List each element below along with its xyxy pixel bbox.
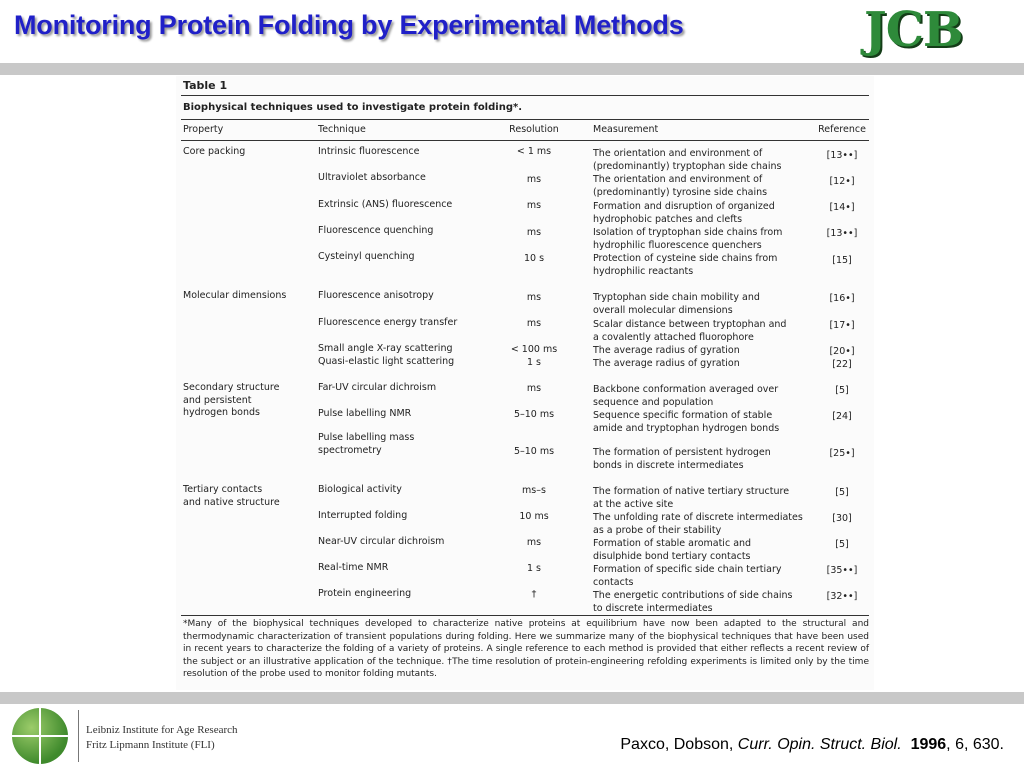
measurement-cell: [593, 512, 803, 537]
technique-line: Quasi-elastic light scattering: [318, 356, 455, 367]
technique-line: Biological activity: [318, 484, 402, 495]
technique-cell: [318, 172, 426, 185]
measurement-line: The unfolding rate of discrete intermediates: [593, 512, 803, 523]
measurement-line: Sequence specific formation of stable: [593, 410, 773, 421]
reference-cell: [25•]: [829, 448, 855, 459]
technique-cell: [318, 290, 434, 303]
technique-line: Intrinsic fluorescence: [318, 146, 420, 157]
technique-cell: [318, 536, 444, 549]
measurement-line: hydrophilic fluorescence quenchers: [593, 239, 762, 251]
measurement-cell: [593, 292, 760, 317]
technique-cell: [318, 251, 415, 264]
resolution-cell: ms: [526, 292, 542, 303]
technique-line: Far-UV circular dichroism: [318, 382, 437, 393]
measurement-line: Formation and disruption of organized: [593, 201, 775, 212]
property-molecular-dimensions: [183, 290, 286, 303]
property-secondary-structure: [183, 382, 279, 420]
institute-emblem-icon: [12, 708, 68, 764]
technique-cell: [318, 343, 453, 356]
technique-line: Fluorescence anisotropy: [318, 290, 434, 301]
measurement-cell: [593, 384, 778, 409]
measurement-cell: [593, 410, 779, 435]
technique-cell: [318, 146, 419, 159]
measurement-line: The formation of persistent hydrogen: [593, 447, 771, 458]
measurement-line: Backbone conformation averaged over: [593, 384, 779, 395]
reference-cell: [14•]: [829, 202, 855, 213]
reference-cell: [22]: [832, 359, 852, 370]
resolution-cell: 1 s: [526, 563, 541, 574]
measurement-line: The average radius of gyration: [593, 345, 740, 356]
measurement-line: Formation of specific side chain tertiary: [593, 564, 782, 575]
measurement-cell: [593, 590, 793, 615]
institute-name-line1: Leibniz Institute for Age Research: [86, 724, 238, 736]
measurement-line: The energetic contributions of side chains: [593, 590, 793, 601]
header-measurement: Measurement: [593, 124, 659, 135]
resolution-cell: ms: [526, 383, 542, 394]
reference-cell: [13••]: [826, 150, 858, 161]
technique-cell: [318, 484, 402, 497]
measurement-cell: [593, 486, 789, 511]
measurement-cell: [593, 447, 771, 472]
technique-line: Near-UV circular dichroism: [318, 536, 445, 547]
citation-year: 1996: [910, 736, 947, 753]
resolution-cell: ms: [526, 200, 542, 211]
reference-cell: [17•]: [829, 320, 855, 331]
measurement-cell: [593, 538, 751, 563]
table-caption: Biophysical techniques used to investigate protein folding*.: [183, 102, 523, 113]
measurement-line: contacts: [593, 576, 634, 588]
property-tertiary-contacts: [183, 484, 280, 509]
measurement-cell: [593, 345, 740, 358]
measurement-line: a covalently attached fluorophore: [593, 331, 754, 343]
table-label: Table 1: [183, 79, 228, 92]
measurement-line: disulphide bond tertiary contacts: [593, 550, 751, 562]
institute-divider: [78, 710, 79, 762]
reference-cell: [12•]: [829, 176, 855, 187]
measurement-line: Formation of stable aromatic and: [593, 538, 752, 549]
resolution-cell: ms: [526, 174, 542, 185]
citation-rest: , 6, 630.: [946, 736, 1004, 753]
measurement-line: Protection of cysteine side chains from: [593, 253, 778, 264]
technique-line: spectrometry: [318, 444, 382, 456]
measurement-line: bonds in discrete intermediates: [593, 459, 744, 471]
reference-cell: [24]: [832, 411, 852, 422]
reference-cell: [30]: [832, 513, 852, 524]
resolution-cell: < 1 ms: [516, 146, 552, 157]
technique-cell: [318, 356, 454, 369]
technique-line: Extrinsic (ANS) fluorescence: [318, 199, 453, 210]
resolution-cell: ms: [526, 318, 542, 329]
table-footnote: *Many of the biophysical techniques developed to characterize native proteins at equilibrium have now been adapted to the structural and thermodynamic characterization of transient populations during folding. Here we summarize many of the biophysical techniques that have been used in recent years to characterize the folding of a variety of proteins. A single reference to each method is provided that either reflects a recent review of the subject or an illustrative application of the technique. †The time resolution of protein-engineering refolding experiments is limited only by the time resolution of the probe used to monitor folding mutants.: [183, 619, 869, 680]
table-bottom-rule: [181, 615, 869, 616]
technique-line: Fluorescence energy transfer: [318, 317, 458, 328]
measurement-line: The orientation and environment of: [593, 174, 763, 185]
header-technique: Technique: [318, 124, 366, 135]
reference-cell: [20•]: [829, 346, 855, 357]
citation-authors: Paxco, Dobson,: [620, 736, 738, 753]
technique-cell: [318, 432, 414, 457]
table-figure: [176, 76, 874, 690]
measurement-cell: [593, 253, 777, 278]
table-top-rule: [181, 95, 869, 96]
reference-cell: [16•]: [829, 293, 855, 304]
property-line: Secondary structure: [183, 382, 280, 393]
measurement-line: overall molecular dimensions: [593, 304, 733, 316]
slide-title: Monitoring Protein Folding by Experimental Methods: [14, 10, 684, 40]
technique-cell: [318, 382, 436, 395]
measurement-line: hydrophobic patches and clefts: [593, 213, 743, 225]
bottom-divider-band: [0, 692, 1024, 704]
reference-cell: [5]: [835, 487, 849, 498]
reference-cell: [5]: [835, 385, 849, 396]
measurement-line: Isolation of tryptophan side chains from: [593, 227, 783, 238]
measurement-cell: [593, 201, 775, 226]
header-resolution: Resolution: [509, 124, 559, 135]
measurement-line: The average radius of gyration: [593, 358, 740, 369]
jcb-logo: [860, 4, 1010, 58]
measurement-cell: [593, 564, 781, 589]
resolution-cell: 1 s: [526, 357, 541, 368]
header-top-rule: [181, 119, 869, 120]
technique-cell: [318, 562, 388, 575]
property-line: and native structure: [183, 496, 280, 508]
reference-cell: [35••]: [826, 565, 858, 576]
measurement-line: sequence and population: [593, 396, 714, 408]
measurement-cell: [593, 358, 740, 371]
technique-line: Fluorescence quenching: [318, 225, 434, 236]
property-core-packing: [183, 146, 245, 159]
measurement-line: The orientation and environment of: [593, 148, 763, 159]
resolution-cell: 10 ms: [519, 511, 549, 522]
technique-cell: [318, 510, 407, 523]
property-line: and persistent: [183, 394, 252, 406]
header-reference: Reference: [818, 124, 866, 135]
header-property: Property: [183, 124, 224, 135]
property-line: Core packing: [183, 146, 246, 157]
resolution-cell: 5–10 ms: [513, 409, 555, 420]
resolution-cell: 5–10 ms: [513, 446, 555, 457]
header-bottom-rule: [181, 140, 869, 141]
measurement-cell: [593, 148, 781, 173]
measurement-line: hydrophilic reactants: [593, 265, 694, 277]
resolution-cell: 10 s: [523, 253, 545, 264]
measurement-line: to discrete intermediates: [593, 602, 713, 614]
top-divider-band: [0, 63, 1024, 75]
measurement-line: (predominantly) tyrosine side chains: [593, 186, 768, 198]
technique-line: Cysteinyl quenching: [318, 251, 415, 262]
institute-name-line2: Fritz Lipmann Institute (FLI): [86, 739, 215, 751]
technique-cell: [318, 199, 452, 212]
measurement-cell: [593, 174, 767, 199]
reference-cell: [5]: [835, 539, 849, 550]
resolution-cell: ms: [526, 227, 542, 238]
measurement-line: (predominantly) tryptophan side chains: [593, 160, 782, 172]
measurement-line: as a probe of their stability: [593, 524, 722, 536]
technique-cell: [318, 317, 457, 330]
property-line: Molecular dimensions: [183, 290, 287, 301]
technique-cell: [318, 408, 411, 421]
technique-line: Real-time NMR: [318, 562, 389, 573]
measurement-cell: [593, 227, 782, 252]
technique-line: Pulse labelling mass: [318, 432, 415, 443]
measurement-line: Scalar distance between tryptophan and: [593, 319, 787, 330]
technique-line: Protein engineering: [318, 588, 412, 599]
property-line: Tertiary contacts: [183, 484, 263, 495]
technique-line: Small angle X-ray scattering: [318, 343, 453, 354]
reference-cell: [15]: [832, 255, 852, 266]
measurement-line: amide and tryptophan hydrogen bonds: [593, 422, 780, 434]
measurement-line: Tryptophan side chain mobility and: [593, 292, 760, 303]
citation-journal: Curr. Opin. Struct. Biol.: [737, 736, 902, 753]
technique-cell: [318, 588, 411, 601]
reference-cell: [32••]: [826, 591, 858, 602]
measurement-cell: [593, 319, 786, 344]
reference-cell: [13••]: [826, 228, 858, 239]
resolution-cell: ms–s: [522, 485, 546, 496]
jcb-logo-text: JCB: [864, 2, 963, 58]
measurement-line: The formation of native tertiary structure: [593, 486, 790, 497]
measurement-line: at the active site: [593, 498, 674, 510]
technique-line: Pulse labelling NMR: [318, 408, 412, 419]
technique-line: Interrupted folding: [318, 510, 408, 521]
technique-cell: [318, 225, 433, 238]
resolution-cell: < 100 ms: [510, 344, 558, 355]
technique-line: Ultraviolet absorbance: [318, 172, 426, 183]
resolution-cell: †: [531, 589, 537, 600]
citation: [620, 736, 1004, 754]
resolution-cell: ms: [526, 537, 542, 548]
property-line: hydrogen bonds: [183, 407, 260, 418]
institute-logo: [10, 706, 238, 766]
